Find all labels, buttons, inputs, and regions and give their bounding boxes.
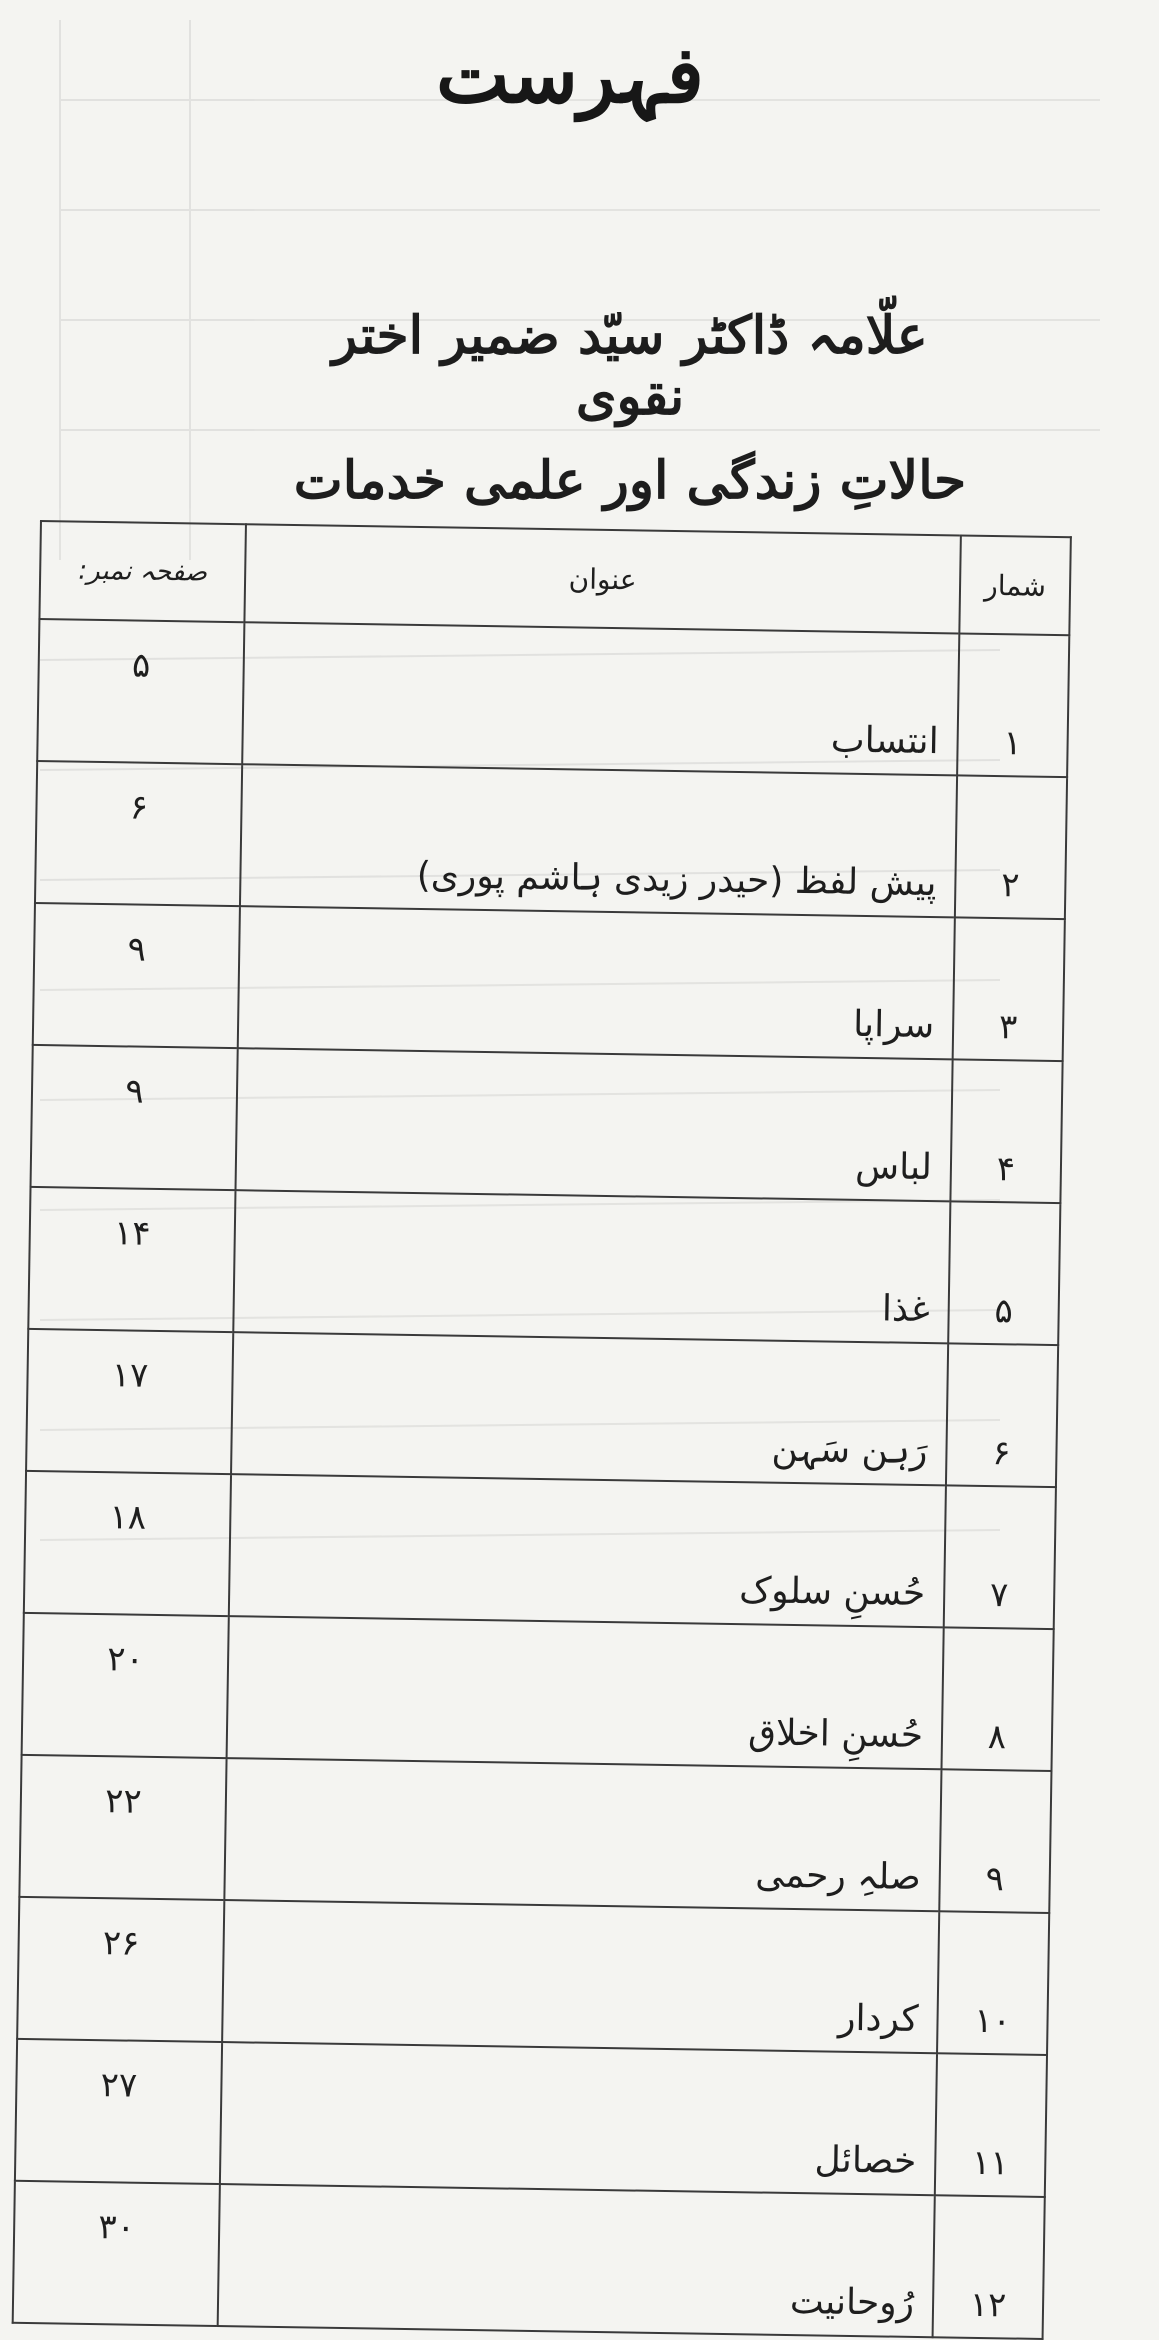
row-page: ۶: [35, 761, 242, 906]
column-header-title: عنوان: [244, 524, 960, 633]
row-title: حُسنِ اخلاق: [227, 1616, 944, 1769]
row-title: کردار: [222, 1900, 939, 2053]
table-row: [22, 1613, 1054, 1771]
subtitle-author: علّامہ ڈاکٹر سیّد ضمیر اختر نقوی: [332, 305, 928, 427]
row-page: ۵: [37, 619, 244, 764]
row-title: رُوحانیت: [218, 2184, 935, 2337]
toc-header-row: [39, 521, 1070, 635]
table-row: [33, 903, 1065, 1061]
row-title: غذا: [233, 1190, 950, 1343]
row-page: ۹: [31, 1045, 238, 1190]
table-row: [15, 2039, 1047, 2197]
table-of-contents: [18, 520, 1072, 2326]
row-page: ۲۷: [15, 2039, 222, 2184]
table-row: [17, 1897, 1049, 2055]
row-page: ۱۷: [26, 1329, 233, 1474]
row-title: انتساب: [242, 622, 959, 775]
row-page: ۲۲: [19, 1755, 226, 1900]
row-page: ۲۶: [17, 1897, 224, 2042]
table-row: [24, 1471, 1056, 1629]
table-row: [35, 761, 1067, 919]
row-title: پیش لفظ (حیدر زیدی ہاشم پوری): [240, 764, 957, 917]
row-number: ۵: [948, 1201, 1060, 1345]
row-page: ۱۴: [28, 1187, 235, 1332]
column-header-number: شمار: [959, 535, 1071, 635]
row-number: ۷: [944, 1485, 1056, 1629]
page-title: فہرست: [436, 30, 704, 121]
row-title: رَہن سَہن: [231, 1332, 948, 1485]
table-row: [19, 1755, 1051, 1913]
row-title: حُسنِ سلوک: [229, 1474, 946, 1627]
row-page: ۳۰: [13, 2181, 220, 2326]
row-title: لباس: [235, 1048, 952, 1201]
row-number: ۱۲: [933, 2195, 1045, 2339]
row-page: ۱۸: [24, 1471, 231, 1616]
table-row: [28, 1187, 1060, 1345]
row-number: ۸: [941, 1627, 1053, 1771]
row-number: ۱: [957, 633, 1069, 777]
table-row: [37, 619, 1069, 777]
row-number: ۴: [950, 1059, 1062, 1203]
row-title: سراپا: [238, 906, 955, 1059]
row-title: صلہِ رحمی: [224, 1758, 941, 1911]
row-number: ۳: [953, 917, 1065, 1061]
row-title: خصائل: [220, 2042, 937, 2195]
subtitle-topic: حالاتِ زندگی اور علمی خدمات: [293, 450, 967, 511]
row-number: ۶: [946, 1343, 1058, 1487]
row-number: ۱۱: [935, 2053, 1047, 2197]
row-number: ۱۰: [937, 1911, 1049, 2055]
table-row: [31, 1045, 1063, 1203]
table-row: [26, 1329, 1058, 1487]
row-page: ۹: [33, 903, 240, 1048]
row-page: ۲۰: [22, 1613, 229, 1758]
table-row: [13, 2181, 1045, 2339]
row-number: ۲: [955, 775, 1067, 919]
row-number: ۹: [939, 1769, 1051, 1913]
column-header-page: صفحہ نمبر:: [39, 521, 246, 622]
toc-table: [12, 520, 1072, 2340]
